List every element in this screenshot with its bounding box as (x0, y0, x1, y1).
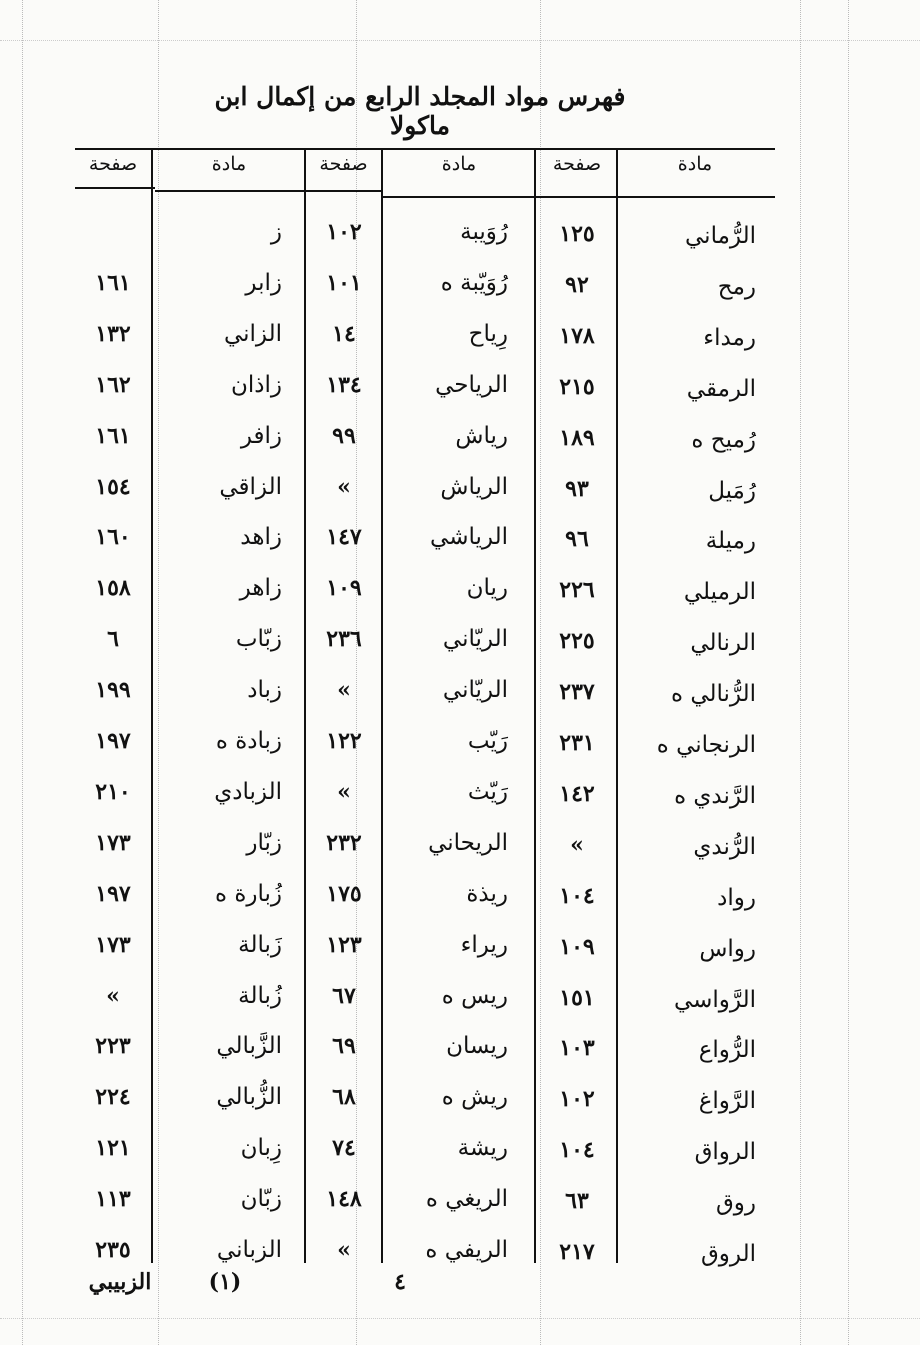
entry-page: ١٧٣ (95, 931, 131, 958)
entry-page: ٦٣ (565, 1188, 589, 1215)
entry-page: ١٨٩ (559, 424, 595, 451)
entry-page: ١٢٣ (326, 931, 362, 958)
entry-page: ٦٨ (332, 1084, 356, 1111)
entry-page: ١٥١ (559, 984, 595, 1011)
entry-term: رمح (717, 273, 756, 300)
entry-page: ١٠١ (326, 269, 362, 296)
scan-dots (0, 1318, 920, 1319)
entry-page: ١٦٢ (95, 371, 131, 398)
entry-page: ٢١٥ (559, 373, 595, 400)
entry-page: ١٥٨ (95, 575, 131, 602)
entry-term: زابر (245, 269, 282, 296)
entry-term: ريش ه (441, 1084, 508, 1111)
entry-term: الروق (700, 1241, 756, 1267)
column-divider (304, 148, 306, 1263)
entry-page: ١٤٨ (326, 1186, 362, 1213)
entry-term: رُوَيّبة ه (440, 269, 508, 296)
entry-page: ٢٣٧ (559, 679, 595, 706)
scan-dots (848, 0, 849, 1345)
entry-page: ١٢٢ (326, 728, 362, 754)
entry-term: الزاقي (219, 473, 282, 500)
entry-term: الزباني (216, 1237, 282, 1263)
entry-page: » (337, 677, 351, 704)
entry-page: ١٣٤ (326, 371, 362, 398)
entry-term: زبّار (246, 829, 282, 856)
entry-term: رِياح (468, 320, 508, 347)
column-divider (151, 148, 153, 1263)
entry-page: ١٠٢ (559, 1086, 595, 1113)
entry-page: ١٠٣ (559, 1035, 595, 1062)
entry-page: ١٣٢ (95, 320, 131, 347)
entry-page: » (106, 982, 120, 1009)
entry-page: ١٠٤ (559, 882, 595, 909)
entry-term: الرَّندي ه (674, 782, 756, 809)
scan-dots (800, 0, 801, 1345)
entry-term: الريّاني (442, 626, 508, 653)
entry-page: ٢٢٣ (95, 1033, 131, 1060)
entry-term: الرياش (440, 473, 508, 500)
entry-page: ٦ (107, 626, 119, 653)
entry-page: ١٩٧ (95, 728, 131, 754)
entry-term: زاهر (239, 575, 282, 602)
entry-term: رياش (455, 422, 508, 449)
entry-term: ريس ه (441, 982, 508, 1009)
entry-page: » (337, 1237, 351, 1263)
entry-term: رمداء (703, 324, 756, 351)
scan-dots (158, 0, 159, 1345)
entry-term: الرُّندي (693, 833, 756, 860)
entry-page: ٢٢٦ (559, 577, 595, 604)
entry-term: رواد (717, 884, 756, 911)
entry-page: ١٤ (332, 320, 356, 347)
entry-term: روق (715, 1190, 756, 1217)
entry-page: ١٤٢ (559, 780, 595, 807)
entry-term: زاهد (240, 524, 282, 551)
entry-term: زَبالة (238, 931, 282, 958)
signature-mark: (١) (208, 1269, 242, 1295)
entry-page (78, 212, 148, 252)
entry-term: الرُّنالي ه (670, 681, 756, 708)
entry-term: ريذة (466, 880, 508, 907)
header-page: صفحة (319, 153, 368, 175)
entry-page: ٢٣٥ (95, 1237, 131, 1263)
entry-term: ريان (466, 575, 508, 602)
entry-page: ٩٣ (565, 475, 589, 502)
entry-term: رواس (699, 935, 756, 962)
entry-term: زباد (247, 677, 282, 704)
entry-page: ١٩٧ (95, 880, 131, 907)
header-bottom-rule (155, 190, 383, 192)
entry-term: زبّاب (235, 626, 282, 653)
entry-term: ريشة (457, 1135, 508, 1162)
entry-page: » (337, 778, 351, 805)
entry-page: ٢٣٢ (326, 829, 362, 856)
entry-page: ٩٢ (565, 271, 589, 298)
column-divider (381, 148, 383, 1263)
entry-page: ٢١٧ (559, 1239, 595, 1265)
entry-term: رَيّث (467, 778, 508, 805)
entry-term: الريفي ه (425, 1237, 508, 1263)
catchword: الزبيبي (88, 1269, 152, 1295)
scan-dots (22, 0, 23, 1345)
entry-term: زُبارة ه (214, 880, 282, 907)
entry-page: ١٦٠ (95, 524, 131, 551)
entry-page: ١٢١ (95, 1135, 131, 1162)
entry-page: ١٩٩ (95, 677, 131, 704)
entry-term: زبّان (240, 1186, 282, 1213)
entry-term: الرياشي (430, 524, 508, 551)
entry-term: الرُّماني (685, 223, 756, 249)
entry-page: ٢٣١ (559, 730, 595, 756)
entry-page: ١٠٤ (559, 1137, 595, 1164)
entry-page: ١٥٤ (95, 473, 131, 500)
entry-page: ٢٢٥ (559, 628, 595, 655)
header-term: مادة (211, 153, 247, 175)
entry-term: الرياحي (435, 371, 508, 398)
header-bottom-rule (75, 187, 155, 189)
entry-term: زافر (240, 422, 282, 449)
entry-term: الزاني (223, 320, 282, 347)
entry-term: زبادة ه (215, 728, 282, 754)
entry-term: رُميح ه (691, 426, 756, 453)
page-number: ٤ (394, 1269, 406, 1295)
header-page: صفحة (552, 153, 602, 175)
entry-page: ١٧٨ (559, 322, 595, 349)
entry-page: ٧٤ (332, 1135, 356, 1162)
entry-page: ٦٧ (332, 982, 356, 1009)
entry-term: رَيّب (467, 728, 508, 754)
entry-page: ١٠٢ (326, 219, 362, 245)
entry-term: الرمقي (686, 375, 756, 402)
entry-term: زُبالة (238, 982, 282, 1009)
entry-page: » (570, 831, 584, 858)
entry-page: ١٤٧ (326, 524, 362, 551)
entry-term: الرَّواسي (673, 986, 756, 1013)
entry-term: زاذان (230, 371, 282, 398)
entry-term: رميلة (705, 528, 756, 555)
entry-term: الزُّبالي (216, 1084, 282, 1111)
entry-page: ١١٣ (95, 1186, 131, 1213)
entry-page: ٩٦ (565, 526, 589, 553)
scan-dots (0, 40, 920, 41)
column-divider (616, 148, 618, 1263)
header-term: مادة (441, 153, 477, 175)
entry-page: ٢٣٦ (326, 626, 362, 653)
column-divider (534, 148, 536, 1263)
entry-term: الزبادي (214, 778, 282, 805)
entry-page: ٦٩ (332, 1033, 356, 1060)
entry-term: الرُّواع (698, 1037, 756, 1064)
entry-page: ١٠٩ (559, 933, 595, 960)
entry-term: الرنجاني ه (656, 732, 756, 758)
entry-term: الزَّبالي (216, 1033, 282, 1060)
entry-page: ١٧٥ (326, 880, 362, 907)
entry-page: ٢١٠ (95, 778, 131, 805)
entry-term: رُوَيبة (460, 219, 508, 245)
entry-term: زِبان (240, 1135, 282, 1162)
header-bottom-rule (383, 196, 775, 198)
entry-page: ٢٢٤ (95, 1084, 131, 1111)
entry-page: » (337, 473, 351, 500)
page-title: فهرس مواد المجلد الرابع من إكمال ابن ماكولا (214, 82, 626, 140)
entry-term: الرواق (694, 1139, 756, 1166)
entry-term: ز (270, 219, 282, 245)
entry-term: الرنالي (690, 630, 756, 657)
entry-page: ١٠٩ (326, 575, 362, 602)
entry-term: الريغي ه (425, 1186, 508, 1213)
entry-page: ١٦١ (95, 269, 131, 296)
entry-term: ريسان (446, 1033, 508, 1060)
entry-term: الرَّواغ (698, 1088, 756, 1115)
entry-term: الريّاني (442, 677, 508, 704)
entry-term: الريحاني (428, 829, 508, 856)
entry-page: ٩٩ (332, 422, 356, 449)
header-term: مادة (677, 153, 713, 175)
header-page: صفحة (88, 153, 138, 175)
entry-page: ١٢٥ (559, 221, 595, 247)
entry-term: رُمَيل (708, 477, 756, 504)
entry-page: ١٧٣ (95, 829, 131, 856)
entry-term: ريراء (460, 931, 508, 958)
entry-term: الرميلي (683, 579, 756, 606)
entry-page: ١٦١ (95, 422, 131, 449)
